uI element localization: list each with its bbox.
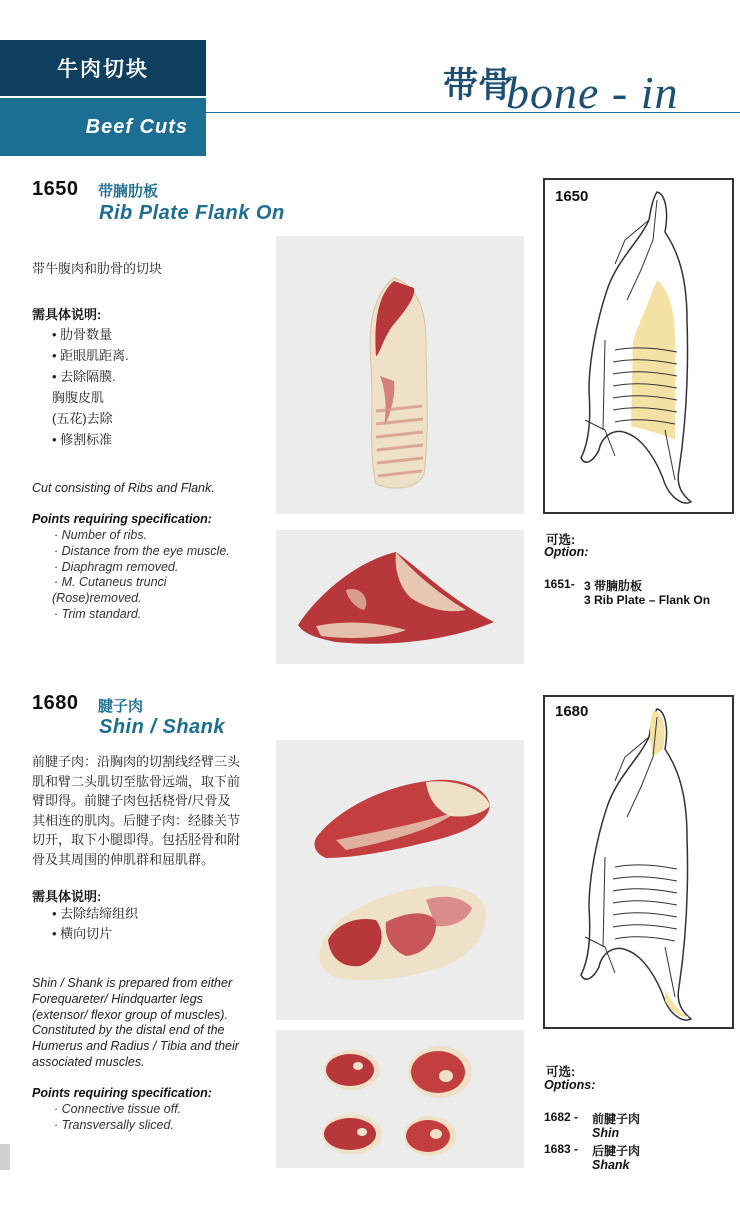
list-item: • 去除隔膜. [52,369,116,384]
text-line: 切开，取下小腿即得。包括胫骨和附 [32,832,241,847]
text-line: Forequareter/ Hindquarter legs [32,991,203,1006]
header-type-en: bone - in [506,67,679,118]
spec-heading-en: Points requiring specification: [32,512,212,526]
rib-plate-piece-photo [276,530,524,664]
option-heading-cn: 可选: [546,533,576,547]
text-line: 臂即得。前腱子肉包括桡骨/尺骨及 [32,793,231,808]
section-title-en: Rib Plate Flank On [99,202,285,224]
list-item: • 距眼肌距离. [52,348,129,363]
option-heading-cn: 可选: [546,1065,576,1079]
description-en: Cut consisting of Ribs and Flank. [32,481,215,495]
list-item: • 修割标准 [52,432,113,447]
section-title-cn: 腱子肉 [98,698,144,715]
list-item: (五花)去除 [52,411,113,426]
diagram-code: 1680 [555,703,589,720]
shin-shank-photo [276,740,524,1020]
spec-list-cn [52,324,129,450]
header-category-en: Beef Cuts [85,115,188,138]
list-item: • 横向切片 [52,926,113,941]
diagram-code: 1650 [555,188,589,205]
list-item: · Diaphragm removed. [54,559,179,574]
spec-heading-en: Points requiring specification: [32,1086,212,1100]
option-name-en: 3 Rib Plate – Flank On [584,593,711,607]
description-cn: 带牛腹肉和肋骨的切块 [32,261,163,276]
carcass-outline [545,180,732,512]
header-category-cn: 牛肉切块 [57,58,149,81]
option-code: 1683 - [544,1142,579,1156]
shank-slices-photo [276,1030,524,1168]
spec-list-en [54,528,230,623]
text-line: 前腱子肉：沿胸肉的切割线经臂三头 [32,754,241,769]
spec-heading-cn: 需具体说明: [32,889,102,904]
text-line: Shin / Shank is prepared from either [32,976,233,990]
page-edge-marker [0,1144,10,1170]
list-item: · Trim standard. [54,606,142,621]
carcass-diagram-1650 [543,178,734,514]
text-line: associated muscles. [32,1054,145,1069]
section-title-cn: 带腩肋板 [98,183,159,200]
list-item: 胸腹皮肌 [52,390,105,405]
text-line: 肌和臂二头肌切至肱骨远端，取下前 [32,773,241,789]
shank-slices-image [276,1030,524,1168]
list-item: • 肋骨数量 [52,327,113,342]
section-title-en: Shin / Shank [99,716,226,738]
text-line: (extensor/ flexor group of muscles). [32,1007,228,1022]
rib-plate-image [276,236,524,514]
option-code: 1682 - [544,1110,579,1124]
option-name-cn: 前腱子肉 [592,1112,641,1126]
list-item: (Rose)removed. [52,591,142,606]
text-line: Humerus and Radius / Tibia and their [32,1039,239,1054]
spec-list-en [54,1102,181,1134]
list-item: • 去除结缔组织 [52,906,139,921]
list-item: · Distance from the eye muscle. [54,543,230,558]
description-en [32,976,239,1071]
list-item: · Connective tissue off. [54,1102,182,1116]
spec-list-cn [52,904,138,944]
text-line: 其相连的肌肉。后腱子肉：经膝关节 [32,812,241,828]
option-name-cn: 3 带腩肋板 [584,579,643,593]
option-code: 1651- [544,577,575,591]
option-name-en: Shin [592,1126,620,1140]
section-code: 1650 [32,178,79,200]
header-type-cn: 带骨 [443,65,514,106]
carcass-diagram-1680 [543,695,734,1029]
text-line: 骨及其周围的伸肌群和屈肌群。 [32,851,215,867]
spec-heading-cn: 需具体说明: [32,307,102,322]
option-name-en: Shank [592,1158,630,1172]
rib-plate-piece-image [276,530,524,664]
shin-shank-image [276,740,524,1020]
section-code: 1680 [32,692,79,714]
option-name-cn: 后腱子肉 [592,1144,641,1158]
list-item: · M. Cutaneus trunci [54,575,167,590]
rib-plate-photo [276,236,524,514]
option-heading-en: Options: [544,1078,596,1092]
description-cn [32,752,240,869]
option-heading-en: Option: [544,545,589,559]
list-item: · Transversally sliced. [54,1117,174,1132]
text-line: Constituted by the distal end of the [32,1023,225,1038]
list-item: · Number of ribs. [54,528,148,542]
carcass-outline [545,697,732,1027]
